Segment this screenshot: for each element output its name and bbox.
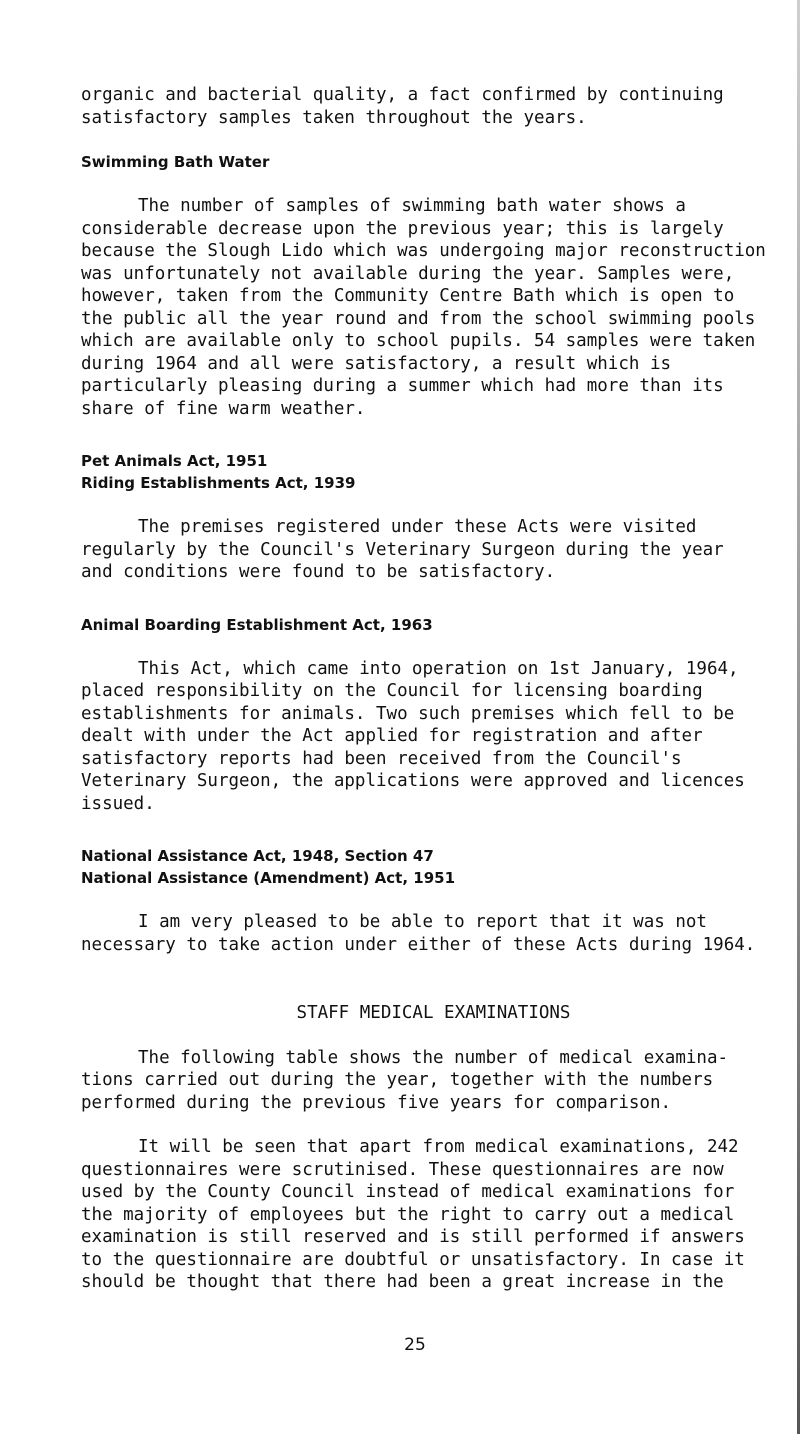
page-number: 25 — [404, 1335, 426, 1355]
intro-paragraph: organic and bacterial quality, a fact confirmed by continuing satisfactory samples taken throughout the years. — [81, 85, 724, 128]
heading-staff-medical-examinations: STAFF MEDICAL EXAMINATIONS — [296, 1003, 571, 1023]
document-page — [81, 84, 771, 1294]
animal-boarding-paragraph: This Act, which came into operation on 1st January, 1964, placed responsibility on the Council for licensing boarding establishments for animals. Two such premises which fell to be dealt with under the Act applied for registration and after satisfactory reports had been received from the Council's Veterinary Surgeon, the applications were approved and licences issued. — [81, 658, 745, 814]
swimming-paragraph: The number of samples of swimming bath water shows a considerable decrease upon the previous year; this is largely because the Slough Lido which was undergoing major reconstruction was unfortunately not available during the year. Samples were, however, taken from the Community Centre Bath which is open to the public all the year round and from the school swimming pools which are available only to school pupils. 54 samples were taken during 1964 and all were satisfactory, a result which is particularly pleasing during a summer which had more than its share of fine warm weather. — [81, 196, 766, 419]
pet-animals-paragraph: The premises registered under these Acts were visited regularly by the Council's Veterinary Surgeon during the year and conditions were found to be satisfactory. — [81, 517, 724, 582]
staff-table-paragraph: The following table shows the number of medical examina- tions carried out during the year, together with the numbers performed during the previous five years for comparison. — [81, 1047, 729, 1113]
heading-riding-establishments-act: Riding Establishments Act, 1939 — [81, 474, 356, 492]
heading-pet-animals-act: Pet Animals Act, 1951 — [81, 452, 268, 470]
staff-questionnaires-paragraph: It will be seen that apart from medical examinations, 242 questionnaires were scrutinised. These questionnaires are now used by the County Council instead of medical examinations for the majority of employees but the right to carry out a medical examination is still reserved and is still performed if answers to the questionnaire are doubtful or unsatisfactory. In case it should be thought that there had been a great increase in the — [81, 1137, 745, 1292]
heading-national-assistance-amendment-act: National Assistance (Amendment) Act, 1951 — [81, 869, 456, 887]
heading-national-assistance-act: National Assistance Act, 1948, Section 47 — [81, 847, 434, 865]
national-assistance-paragraph: I am very pleased to be able to report that it was not necessary to take action under either of these Acts during 1964. — [81, 912, 756, 955]
heading-swimming-bath-water: Swimming Bath Water — [81, 153, 270, 171]
heading-animal-boarding-act: Animal Boarding Establishment Act, 1963 — [81, 615, 433, 634]
